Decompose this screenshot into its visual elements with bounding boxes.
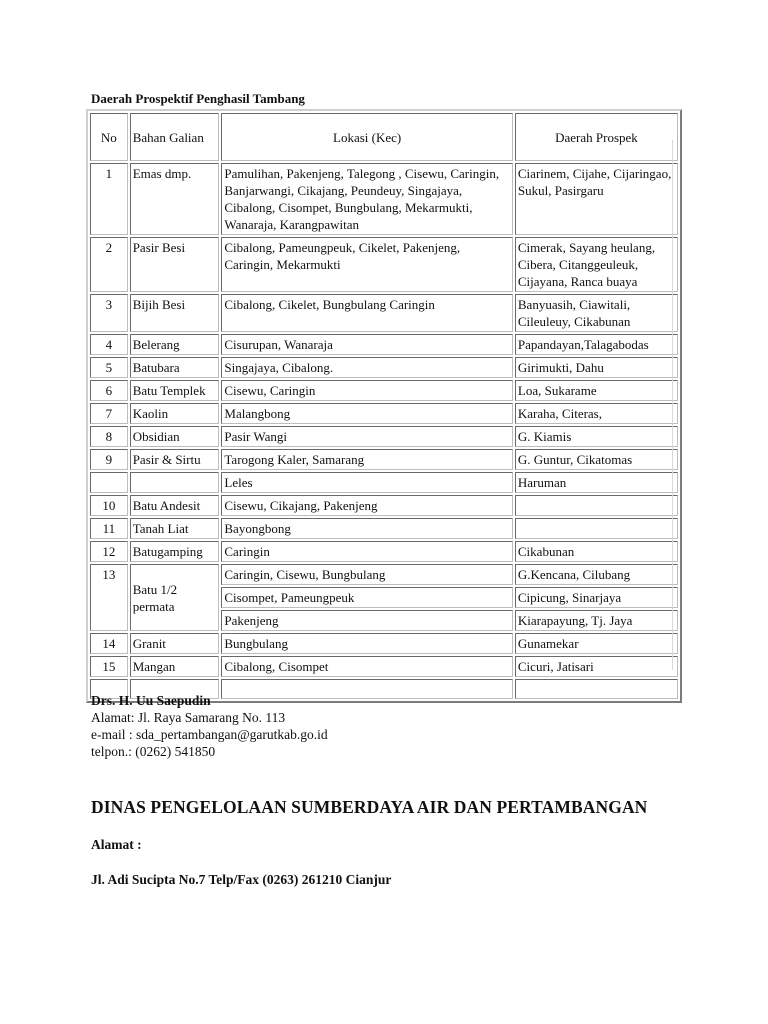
frame-scroll-edge — [672, 140, 681, 670]
cell-lokasi: Pamulihan, Pakenjeng, Talegong , Cisewu, Caringin, Banjarwangi, Cikajang, Peundeuy, Singajaya, Cibalong, Cisompet, Bungbulang, Mekarmukti, Wanaraja, Karangpawitan — [221, 163, 513, 235]
cell-no: 11 — [90, 518, 128, 539]
cell-bahan-galian — [130, 472, 220, 493]
cell-daerah-prospek: Cimerak, Sayang heulang, Cibera, Citanggeuleuk, Cijayana, Ranca buaya — [515, 237, 678, 292]
cell-lokasi: Cisompet, Pameungpeuk — [221, 587, 513, 608]
cell-daerah-prospek: Kiarapayung, Tj. Jaya — [515, 610, 678, 631]
cell-no: 14 — [90, 633, 128, 654]
cell-daerah-prospek: Gunamekar — [515, 633, 678, 654]
table-row — [90, 564, 678, 585]
cell-no: 1 — [90, 163, 128, 235]
cell-daerah-prospek: Karaha, Citeras, — [515, 403, 678, 424]
contact-name: Drs. H. Uu Saepudin — [91, 693, 211, 708]
office-heading: DINAS PENGELOLAAN SUMBERDAYA AIR DAN PERTAMBANGAN — [91, 797, 648, 817]
cell-daerah-prospek — [515, 518, 678, 539]
cell-lokasi: Tarogong Kaler, Samarang — [221, 449, 513, 470]
table-body — [90, 113, 678, 699]
cell-daerah-prospek: Ciarinem, Cijahe, Cijaringao, Sukul, Pasirgaru — [515, 163, 678, 235]
table-row — [90, 426, 678, 447]
cell-bahan-galian: Kaolin — [130, 403, 220, 424]
table-row — [90, 294, 678, 332]
cell-bahan-galian: Batu Templek — [130, 380, 220, 401]
mining-prospect-table — [86, 109, 682, 703]
cell-lokasi: Caringin, Cisewu, Bungbulang — [221, 564, 513, 585]
cell-no: 13 — [90, 564, 128, 631]
table-header-row — [90, 113, 678, 161]
cell-lokasi: Cisewu, Cikajang, Pakenjeng — [221, 495, 513, 516]
cell-no: 5 — [90, 357, 128, 378]
cell-bahan-galian: Emas dmp. — [130, 163, 220, 235]
cell-bahan-galian: Batubara — [130, 357, 220, 378]
table-row — [90, 541, 678, 562]
cell-lokasi: Leles — [221, 472, 513, 493]
cell-lokasi: Cibalong, Cisompet — [221, 656, 513, 677]
cell-bahan-galian: Batugamping — [130, 541, 220, 562]
cell-daerah-prospek: Cikabunan — [515, 541, 678, 562]
cell-lokasi: Singajaya, Cibalong. — [221, 357, 513, 378]
table-row — [90, 449, 678, 470]
cell-lokasi: Malangbong — [221, 403, 513, 424]
cell-daerah-prospek: Girimukti, Dahu — [515, 357, 678, 378]
table-row — [90, 495, 678, 516]
table-row — [90, 518, 678, 539]
cell-daerah-prospek: G. Kiamis — [515, 426, 678, 447]
table-row — [90, 237, 678, 292]
contact-phone: telpon.: (0262) 541850 — [91, 744, 216, 759]
cell-daerah-prospek: G. Guntur, Cikatomas — [515, 449, 678, 470]
cell-daerah-prospek: Cicuri, Jatisari — [515, 656, 678, 677]
cell-bahan-galian: Batu 1/2 permata — [130, 564, 220, 631]
table-row — [90, 357, 678, 378]
cell-bahan-galian: Batu Andesit — [130, 495, 220, 516]
cell-daerah-prospek: Papandayan,Talagabodas — [515, 334, 678, 355]
table-row — [90, 334, 678, 355]
cell-lokasi: Cisewu, Caringin — [221, 380, 513, 401]
cell-daerah-prospek: Loa, Sukarame — [515, 380, 678, 401]
cell-no: 12 — [90, 541, 128, 562]
cell-lokasi: Caringin — [221, 541, 513, 562]
table-row — [90, 380, 678, 401]
cell-bahan-galian: Bijih Besi — [130, 294, 220, 332]
cell-lokasi: Pakenjeng — [221, 610, 513, 631]
cell-bahan-galian: Belerang — [130, 334, 220, 355]
cell-lokasi: Bayongbong — [221, 518, 513, 539]
cell-daerah-prospek: Cipicung, Sinarjaya — [515, 587, 678, 608]
cell-no: 7 — [90, 403, 128, 424]
cell-daerah-prospek: Banyuasih, Ciawitali, Cileuleuy, Cikabunan — [515, 294, 678, 332]
cell-daerah-prospek: G.Kencana, Cilubang — [515, 564, 678, 585]
contact-email: e-mail : sda_pertambangan@garutkab.go.id — [91, 727, 328, 742]
cell-lokasi: Cibalong, Cikelet, Bungbulang Caringin — [221, 294, 513, 332]
cell-no — [90, 472, 128, 493]
header-no: No — [90, 113, 128, 161]
cell-lokasi: Cisurupan, Wanaraja — [221, 334, 513, 355]
contact-address: Alamat: Jl. Raya Samarang No. 113 — [91, 710, 286, 725]
header-bahan-galian: Bahan Galian — [130, 113, 220, 161]
cell-daerah-prospek: Haruman — [515, 472, 678, 493]
header-lokasi: Lokasi (Kec) — [221, 113, 513, 161]
office-address-label: Alamat : — [91, 837, 142, 852]
cell-bahan-galian: Pasir & Sirtu — [130, 449, 220, 470]
cell-bahan-galian: Tanah Liat — [130, 518, 220, 539]
cell-no: 6 — [90, 380, 128, 401]
cell-no: 10 — [90, 495, 128, 516]
cell-daerah-prospek — [515, 495, 678, 516]
header-daerah-prospek: Daerah Prospek — [515, 113, 678, 161]
table-row — [90, 656, 678, 677]
table-row — [90, 472, 678, 493]
cell-bahan-galian: Obsidian — [130, 426, 220, 447]
cell-no: 15 — [90, 656, 128, 677]
table-caption: Daerah Prospektif Penghasil Tambang — [91, 91, 305, 106]
cell-bahan-galian: Granit — [130, 633, 220, 654]
cell-lokasi: Bungbulang — [221, 633, 513, 654]
cell-no: 3 — [90, 294, 128, 332]
office-address-line: Jl. Adi Sucipta No.7 Telp/Fax (0263) 261210 Cianjur — [91, 872, 392, 887]
cell-no: 9 — [90, 449, 128, 470]
cell-bahan-galian: Mangan — [130, 656, 220, 677]
cell-daerah-prospek — [515, 679, 678, 699]
table-row — [90, 633, 678, 654]
table-row — [90, 403, 678, 424]
cell-lokasi: Cibalong, Pameungpeuk, Cikelet, Pakenjeng, Caringin, Mekarmukti — [221, 237, 513, 292]
cell-no: 4 — [90, 334, 128, 355]
cell-no: 2 — [90, 237, 128, 292]
cell-no: 8 — [90, 426, 128, 447]
cell-lokasi: Pasir Wangi — [221, 426, 513, 447]
contact-block — [91, 692, 328, 760]
cell-bahan-galian: Pasir Besi — [130, 237, 220, 292]
table-row — [90, 163, 678, 235]
